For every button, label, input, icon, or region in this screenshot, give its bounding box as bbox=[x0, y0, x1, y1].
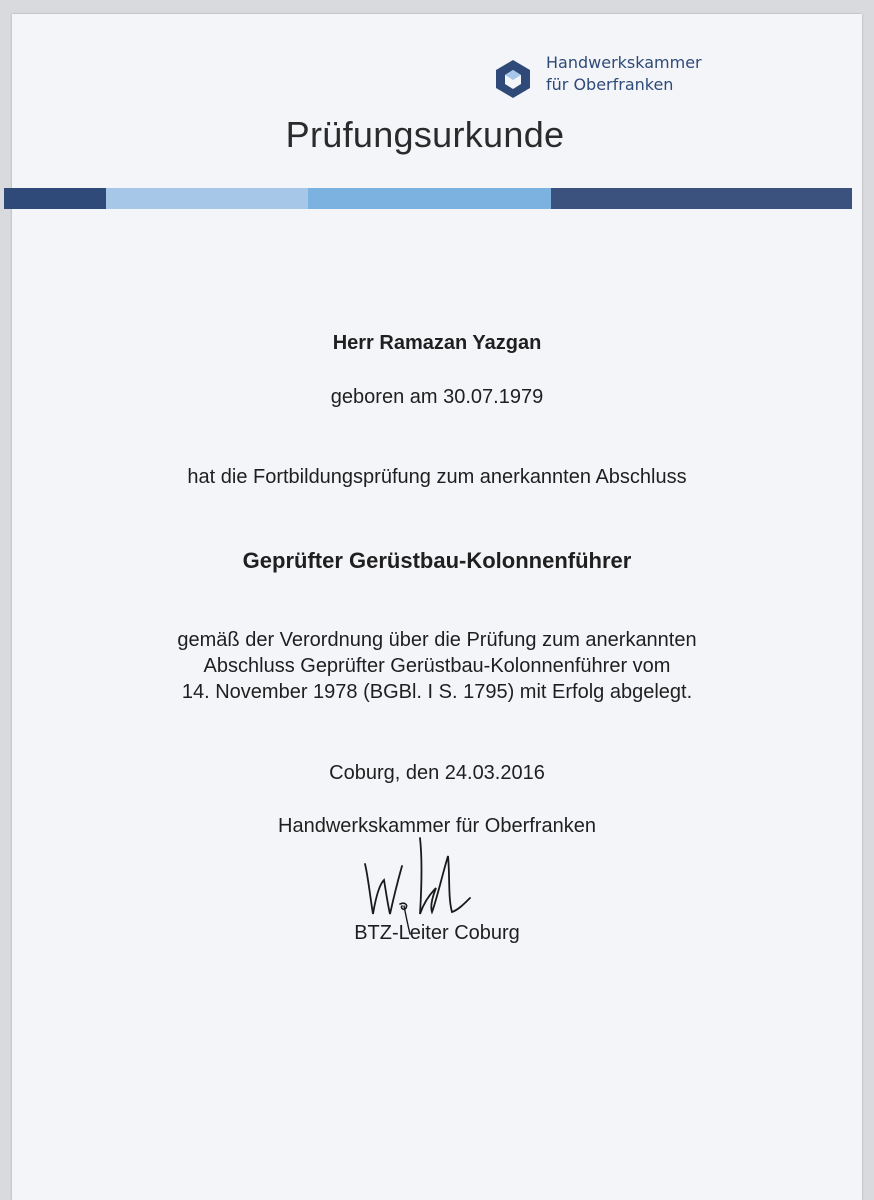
issuer-name-line2: für Oberfranken bbox=[546, 75, 674, 94]
hwk-cube-logo-icon bbox=[492, 58, 534, 100]
document-title: Prüfungsurkunde bbox=[285, 114, 565, 155]
recipient-name: Herr Ramazan Yazgan bbox=[332, 332, 542, 354]
color-stripe-segment bbox=[551, 188, 852, 209]
regulation-line-2: Abschluss Geprüfter Gerüstbau-Kolonnenführer vom bbox=[203, 655, 671, 677]
color-stripe-segment bbox=[106, 188, 308, 209]
color-stripe-segment bbox=[4, 188, 106, 209]
place-date: Coburg, den 24.03.2016 bbox=[329, 762, 545, 784]
birth-date: geboren am 30.07.1979 bbox=[330, 386, 544, 408]
regulation-line-1: gemäß der Verordnung über die Prüfung zum anerkannten bbox=[177, 629, 697, 651]
issuing-authority: Handwerkskammer für Oberfranken bbox=[278, 815, 596, 837]
issuer-name-line1: Handwerkskammer bbox=[546, 53, 702, 72]
intro-text: hat die Fortbildungsprüfung zum anerkannten Abschluss bbox=[187, 466, 687, 488]
handwritten-signature bbox=[340, 836, 490, 936]
issuer-name bbox=[546, 52, 702, 96]
regulation-line-3: 14. November 1978 (BGBl. I S. 1795) mit Erfolg abgelegt. bbox=[181, 681, 693, 703]
color-stripe-segment bbox=[308, 188, 551, 209]
signatory-title: BTZ-Leiter Coburg bbox=[354, 922, 520, 944]
qualification-title: Geprüfter Gerüstbau-Kolonnenführer bbox=[242, 548, 632, 573]
